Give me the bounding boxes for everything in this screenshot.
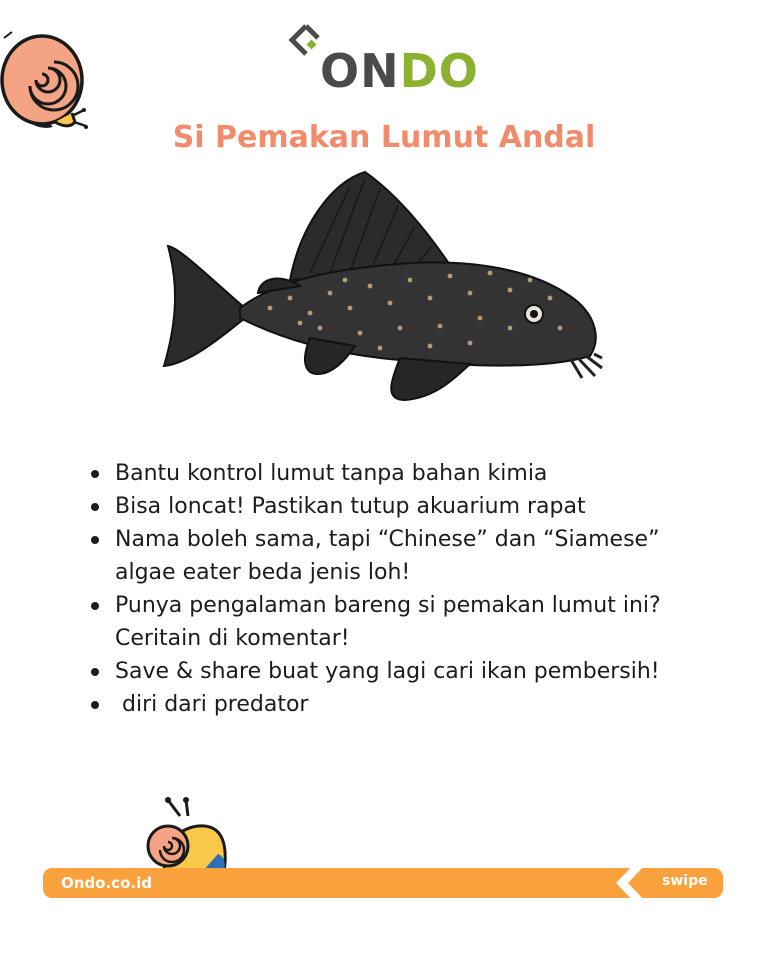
pleco-fish-illustration bbox=[150, 168, 620, 408]
logo-wordmark bbox=[320, 44, 479, 98]
chevron-left-icon bbox=[608, 862, 648, 904]
footer-website-link[interactable]: Ondo.co.id bbox=[61, 874, 152, 892]
list-item: Nama boleh sama, tapi “Chinese” dan “Siamese” algae eater beda jenis loh! bbox=[88, 523, 708, 589]
ondo-logo bbox=[288, 22, 488, 102]
list-item: Punya pengalaman bareng si pemakan lumut ini? Ceritain di komentar! bbox=[88, 589, 708, 655]
logo-text-do: DO bbox=[399, 44, 479, 98]
logo-text-on: ON bbox=[320, 44, 400, 98]
tips-list bbox=[88, 457, 708, 721]
list-item: diri dari predator bbox=[88, 688, 708, 721]
page-title: Si Pemakan Lumut Andal bbox=[172, 120, 596, 155]
list-item: Bantu kontrol lumut tanpa bahan kimia bbox=[88, 457, 708, 490]
list-item: Bisa loncat! Pastikan tutup akuarium rapat bbox=[88, 490, 708, 523]
list-item: Save & share buat yang lagi cari ikan pembersih! bbox=[88, 655, 708, 688]
snail-illustration-bottom bbox=[140, 796, 235, 872]
swipe-indicator[interactable]: swipe bbox=[662, 873, 708, 889]
